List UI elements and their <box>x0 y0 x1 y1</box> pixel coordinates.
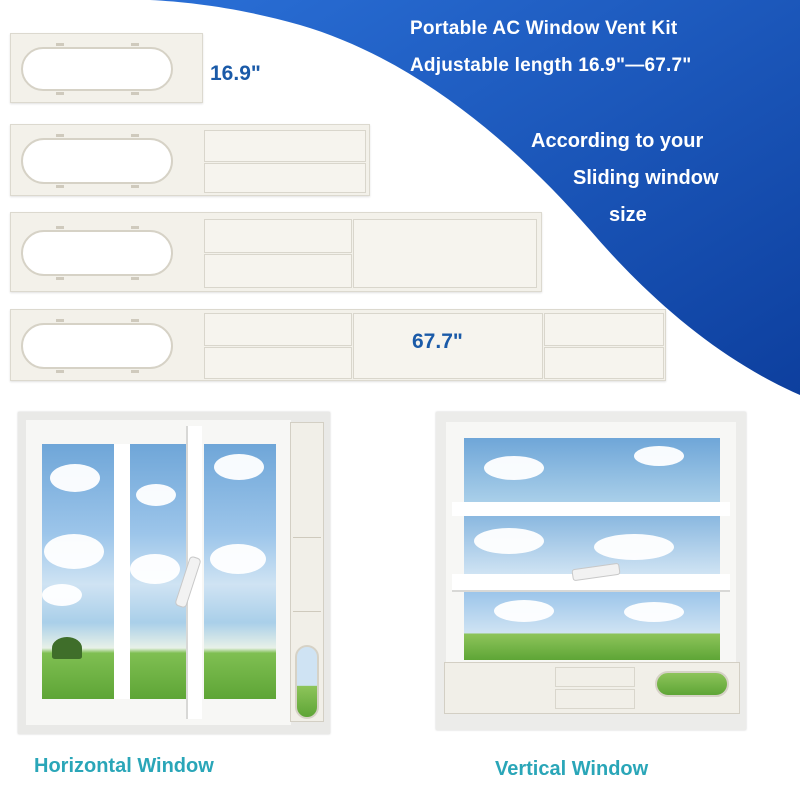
vertical-window-illustration <box>436 412 746 730</box>
horizontal-window-label: Horizontal Window <box>34 755 214 777</box>
window-glass <box>42 444 114 699</box>
vent-kit-installed <box>444 662 740 714</box>
window-glass <box>464 516 720 574</box>
note-line-3: size <box>609 204 647 226</box>
vent-opening <box>21 323 173 369</box>
vent-panel-short <box>10 33 203 103</box>
vent-panel-full <box>10 309 666 381</box>
window-glass <box>464 438 720 502</box>
note-line-1: According to your <box>531 130 704 152</box>
vent-panel-three-section <box>10 212 542 292</box>
vent-opening <box>655 671 729 697</box>
note-line-2: Sliding window <box>573 167 719 189</box>
horizontal-window-illustration <box>18 412 330 734</box>
window-glass <box>204 444 276 699</box>
vent-opening <box>21 230 173 276</box>
window-glass <box>130 444 186 699</box>
page-subtitle: Adjustable length 16.9"—67.7" <box>410 55 692 76</box>
max-length-label: 67.7" <box>412 330 463 353</box>
vent-panel-two-section <box>10 124 370 196</box>
vent-kit-installed <box>290 422 324 722</box>
vent-opening <box>21 138 173 184</box>
vent-opening <box>21 47 173 91</box>
vent-opening <box>295 645 319 719</box>
vertical-window-label: Vertical Window <box>495 758 649 780</box>
window-glass <box>464 592 720 660</box>
page-title: Portable AC Window Vent Kit <box>410 18 678 39</box>
min-length-label: 16.9" <box>210 62 261 85</box>
